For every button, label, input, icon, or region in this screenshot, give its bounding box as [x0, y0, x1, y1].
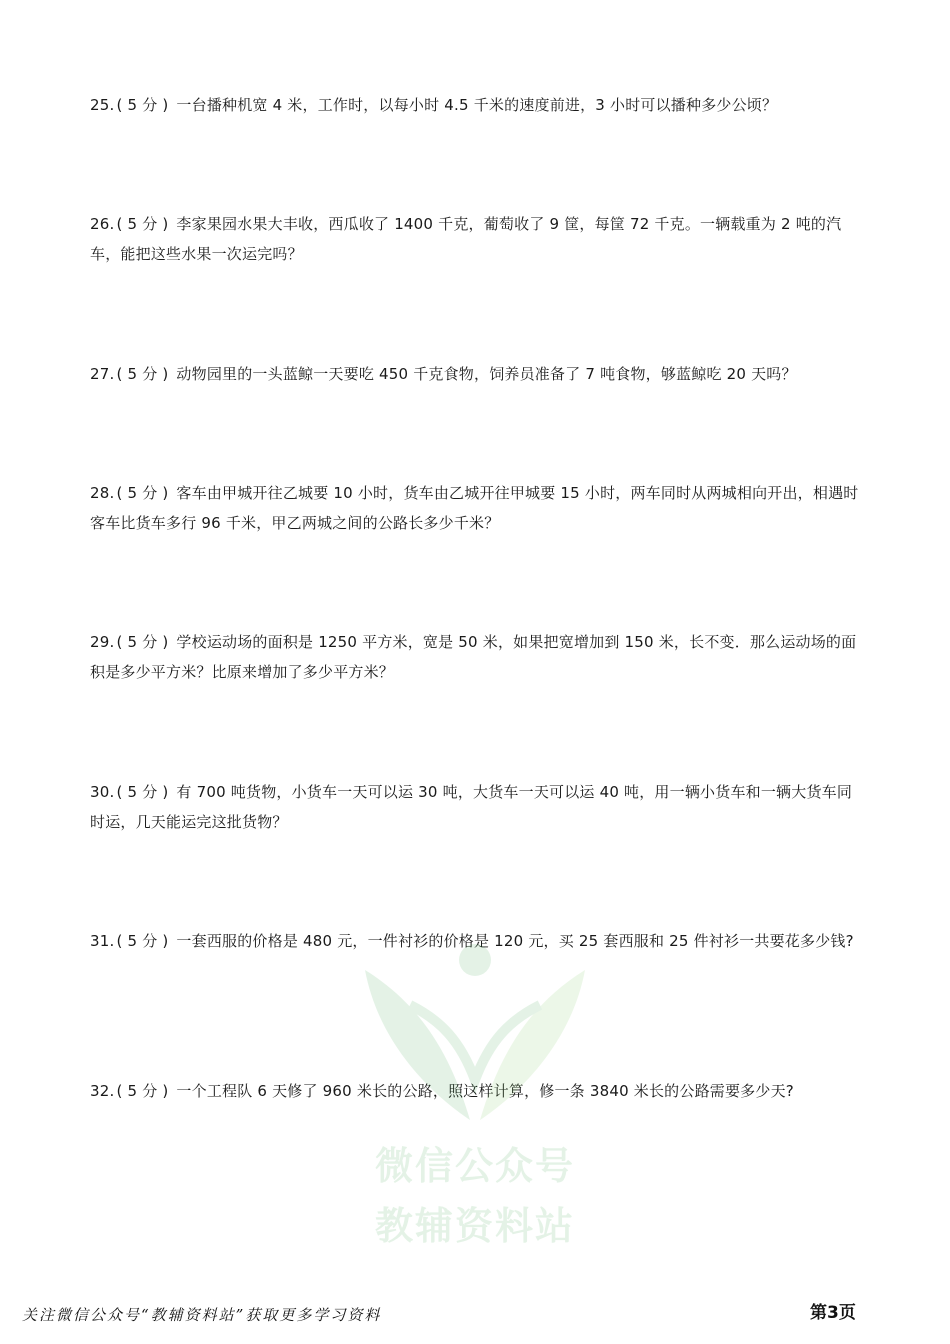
question-score: ( 5 分 ): [116, 932, 169, 950]
question-score: ( 5 分 ): [116, 365, 169, 383]
question-text: 一套西服的价格是 480 元，一件衬衫的价格是 120 元，买 25 套西服和 25 件衬衫一共要花多少钱?: [176, 932, 854, 950]
question-number: 29.: [90, 633, 115, 651]
question-number: 32.: [90, 1082, 115, 1100]
question-28: [90, 478, 862, 538]
question-26: [90, 209, 862, 269]
question-number: 30.: [90, 783, 115, 801]
question-number: 28.: [90, 484, 115, 502]
footer-promo-note: 关注微信公众号“教辅资料站”获取更多学习资料: [22, 1306, 382, 1324]
question-number: 27.: [90, 365, 115, 383]
question-text: 学校运动场的面积是 1250 平方米，宽是 50 米，如果把宽增加到 150 米，长不变．那么运动场的面积是多少平方米？比原来增加了多少平方米？: [90, 633, 857, 681]
question-text: 李家果园水果大丰收，西瓜收了 1400 千克，葡萄收了 9 筐，每筐 72 千克。一辆载重为 2 吨的汽车，能把这些水果一次运完吗？: [90, 215, 842, 263]
question-score: ( 5 分 ): [116, 633, 169, 651]
page-number: 第3页: [810, 1303, 856, 1323]
question-text: 一个工程队 6 天修了 960 米长的公路，照这样计算，修一条 3840 米长的公路需要多少天?: [176, 1082, 794, 1100]
question-29: [90, 627, 862, 687]
question-score: ( 5 分 ): [116, 484, 169, 502]
question-number: 25.: [90, 96, 115, 114]
question-25: [90, 90, 862, 120]
watermark-line-2: 教辅资料站: [374, 1204, 575, 1248]
question-score: ( 5 分 ): [116, 1082, 169, 1100]
question-27: [90, 359, 862, 389]
question-31: [90, 926, 862, 956]
question-number: 31.: [90, 932, 115, 950]
question-score: ( 5 分 ): [116, 783, 169, 801]
question-text: 一台播种机宽 4 米，工作时，以每小时 4.5 千米的速度前进，3 小时可以播种多少公顷？: [176, 96, 778, 114]
question-text: 有 700 吨货物，小货车一天可以运 30 吨，大货车一天可以运 40 吨，用一辆小货车和一辆大货车同时运，几天能运完这批货物？: [90, 783, 853, 831]
question-30: [90, 777, 862, 837]
question-text: 客车由甲城开往乙城要 10 小时，货车由乙城开往甲城要 15 小时，两车同时从两城相向开出，相遇时客车比货车多行 96 千米，甲乙两城之间的公路长多少千米？: [90, 484, 859, 532]
question-score: ( 5 分 ): [116, 96, 169, 114]
question-text: 动物园里的一头蓝鲸一天要吃 450 千克食物，饲养员准备了 7 吨食物，够蓝鲸吃 20 天吗？: [176, 365, 797, 383]
question-score: ( 5 分 ): [116, 215, 169, 233]
watermark-line-1: 微信公众号: [374, 1144, 575, 1188]
question-number: 26.: [90, 215, 115, 233]
question-32: [90, 1076, 862, 1106]
